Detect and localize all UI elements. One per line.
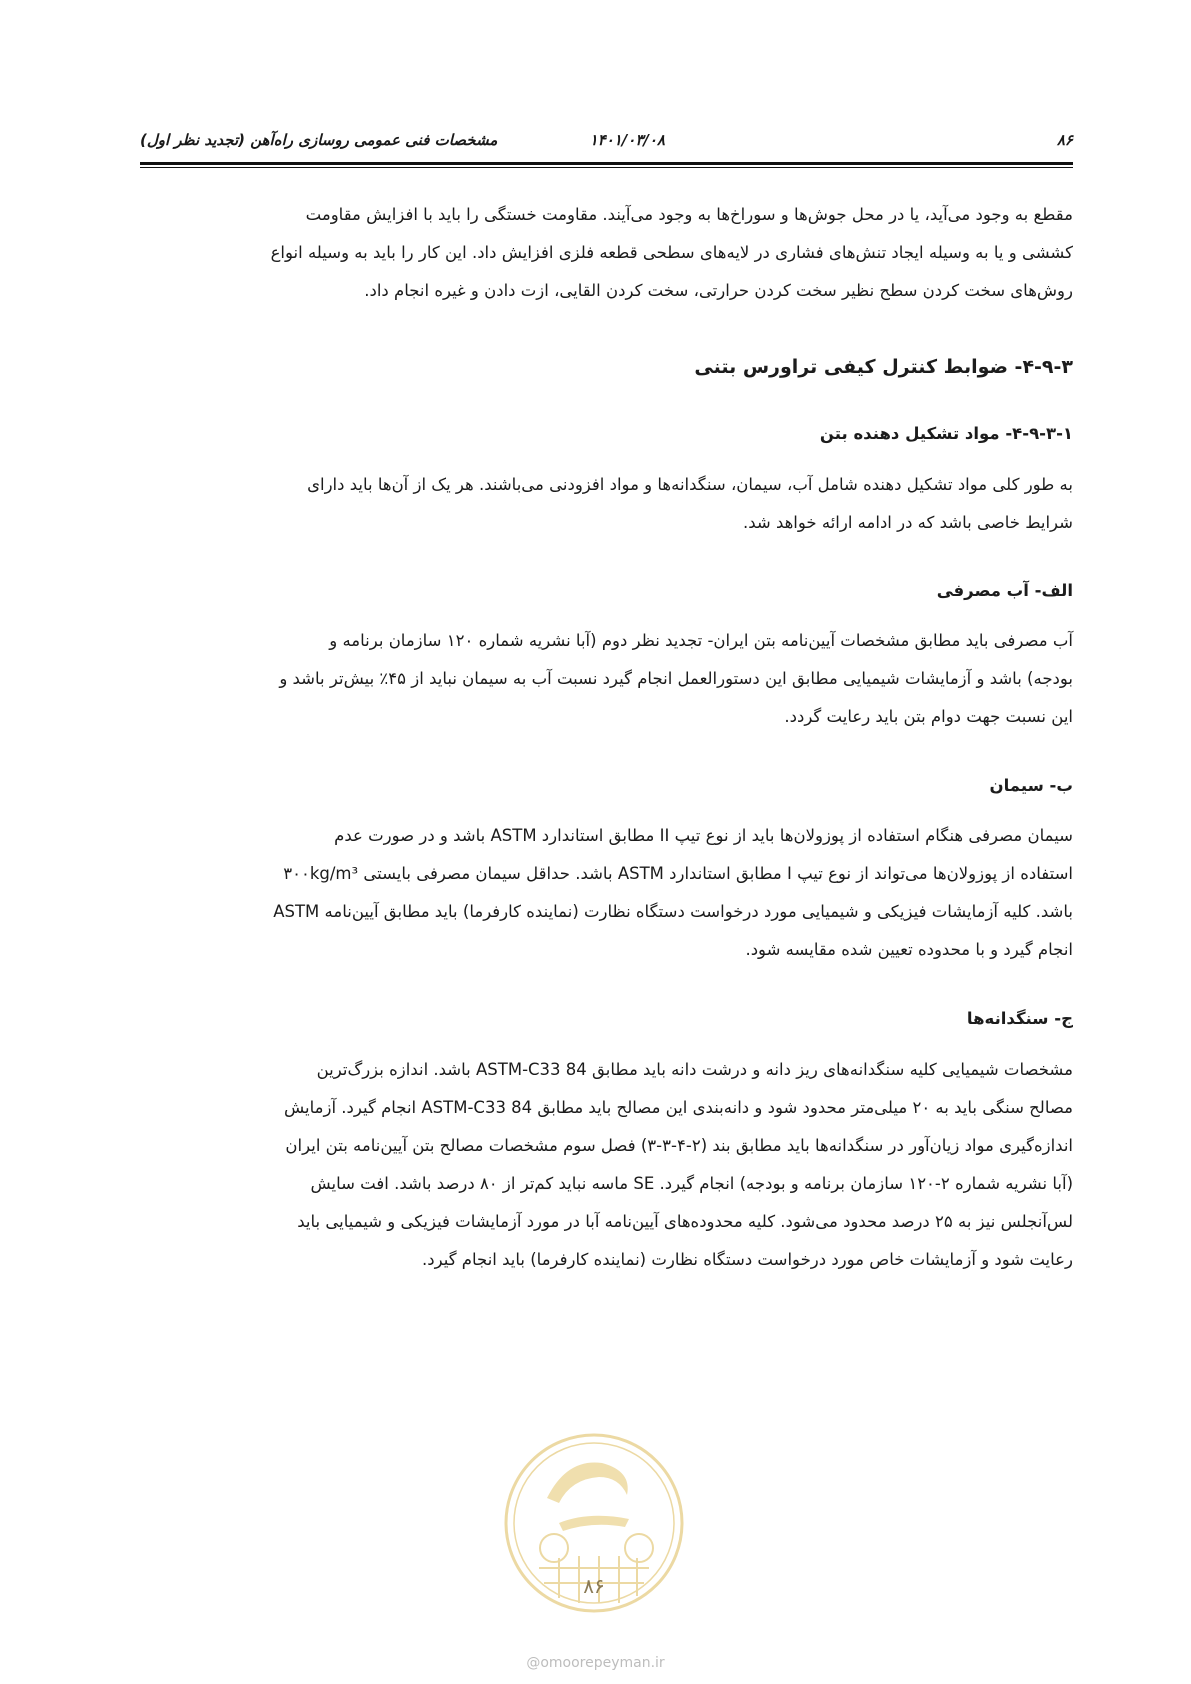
- intro-paragraph: [140, 196, 1073, 310]
- watermark-page-number: ۸۶: [583, 1574, 605, 1598]
- cement-paragraph: [140, 817, 1073, 969]
- aggregate-line: مصالح سنگی باید به ۲۰ میلی‌متر محدود شود و دانه‌بندی این مصالح باید مطابق ASTM-C33 84 انجام گیرد. آزمایش: [284, 1098, 1073, 1117]
- water-line: بودجه) باشد و آزمایشات شیمیایی مطابق این دستورالعمل انجام گیرد نسبت آب به سیمان نباید از ۴۵٪ بیش‌تر باشد و: [279, 669, 1073, 688]
- aggregate-line: رعایت شود و آزمایشات خاص مورد درخواست دستگاه نظارت (نماینده کارفرما) باید انجام گیرد.: [422, 1250, 1073, 1269]
- cement-line: سیمان مصرفی هنگام استفاده از پوزولان‌ها باید از نوع تیپ II مطابق استاندارد ASTM باشد و در صورت عدم: [334, 826, 1073, 845]
- cement-heading: ب- سیمان: [989, 776, 1073, 795]
- water-line: آب مصرفی باید مطابق مشخصات آیین‌نامه بتن ایران- تجدید نظر دوم (آبا نشریه شماره ۱۲۰ سازمان برنامه و: [329, 631, 1073, 650]
- header-rule: [140, 162, 1073, 165]
- intro-line: روش‌های سخت کردن سطح نظیر سخت کردن حرارتی، سخت کردن القایی، ازت دادن و غیره انجام داد.: [364, 281, 1073, 300]
- cement-line: استفاده از پوزولان‌ها می‌تواند از نوع تیپ I مطابق استاندارد ASTM باشد. حداقل سیمان مصرفی بایستی ۳۰۰kg/m³: [283, 864, 1073, 883]
- header-date: ۱۴۰۱/۰۳/۰۸: [589, 131, 665, 149]
- header-page-number: ۸۶: [1056, 131, 1073, 149]
- water-line: این نسبت جهت دوام بتن باید رعایت گردد.: [784, 707, 1073, 726]
- intro-line: کششی و یا به وسیله ایجاد تنش‌های فشاری در لایه‌های سطحی قطعه فلزی افزایش داد. این کار را باید به وسیله انواع: [270, 243, 1073, 262]
- subsection-line: به طور کلی مواد تشکیل دهنده شامل آب، سیمان، سنگدانه‌ها و مواد افزودنی می‌باشند. هر یک از آن‌ها باید دارای: [307, 475, 1073, 494]
- intro-line: مقطع به وجود می‌آید، یا در محل جوش‌ها و سوراخ‌ها به وجود می‌آیند. مقاومت خستگی را باید با افزایش مقاومت: [305, 205, 1073, 224]
- subsection-line: شرایط خاصی باشد که در ادامه ارائه خواهد شد.: [742, 513, 1073, 532]
- water-paragraph: [140, 622, 1073, 736]
- header-title: مشخصات فنی عمومی روسازی راه‌آهن (تجدید نظر اول): [140, 131, 498, 149]
- aggregate-line: اندازه‌گیری مواد زیان‌آور در سنگدانه‌ها باید مطابق بند (۲-۴-۳-۳) فصل سوم مشخصات مصالح بتن آیین‌نامه بتن ایران: [285, 1136, 1073, 1155]
- subsection-heading: ۴-۹-۳-۱- مواد تشکیل دهنده بتن: [819, 424, 1073, 443]
- aggregate-paragraph: [140, 1051, 1073, 1279]
- cement-line: باشد. کلیه آزمایشات فیزیکی و شیمیایی مورد درخواست دستگاه نظارت (نماینده کارفرما) باید مطابق آیین‌نامه ASTM: [273, 902, 1073, 921]
- aggregate-line: لس‌آنجلس نیز به ۲۵ درصد محدود می‌شود. کلیه محدوده‌های آیین‌نامه آبا در مورد آزمایشات فیزیکی و شیمیایی باید: [297, 1212, 1073, 1231]
- subsection-paragraph: [140, 466, 1073, 542]
- aggregate-line: مشخصات شیمیایی کلیه سنگدانه‌های ریز دانه و درشت دانه باید مطابق ASTM-C33 84 باشد. اندازه بزرگ‌ترین: [316, 1060, 1073, 1079]
- section-heading: ۴-۹-۳- ضوابط کنترل کیفی تراورس بتنی: [694, 356, 1073, 378]
- watermark-seal-icon: [499, 1428, 689, 1618]
- water-heading: الف- آب مصرفی: [936, 581, 1073, 600]
- header-rule-thin: [140, 167, 1073, 168]
- cement-line: انجام گیرد و با محدوده تعیین شده مقایسه شود.: [745, 940, 1073, 959]
- running-header: [140, 128, 1073, 154]
- watermark-site: @omoorepeyman.ir: [526, 1655, 665, 1671]
- aggregate-line: (آبا نشریه شماره ۲-۱۲۰ سازمان برنامه و بودجه) انجام گیرد. SE ماسه نباید کم‌تر از ۸۰ درصد باشد. افت سایش: [310, 1174, 1073, 1193]
- aggregate-heading: ج- سنگدانه‌ها: [966, 1009, 1073, 1028]
